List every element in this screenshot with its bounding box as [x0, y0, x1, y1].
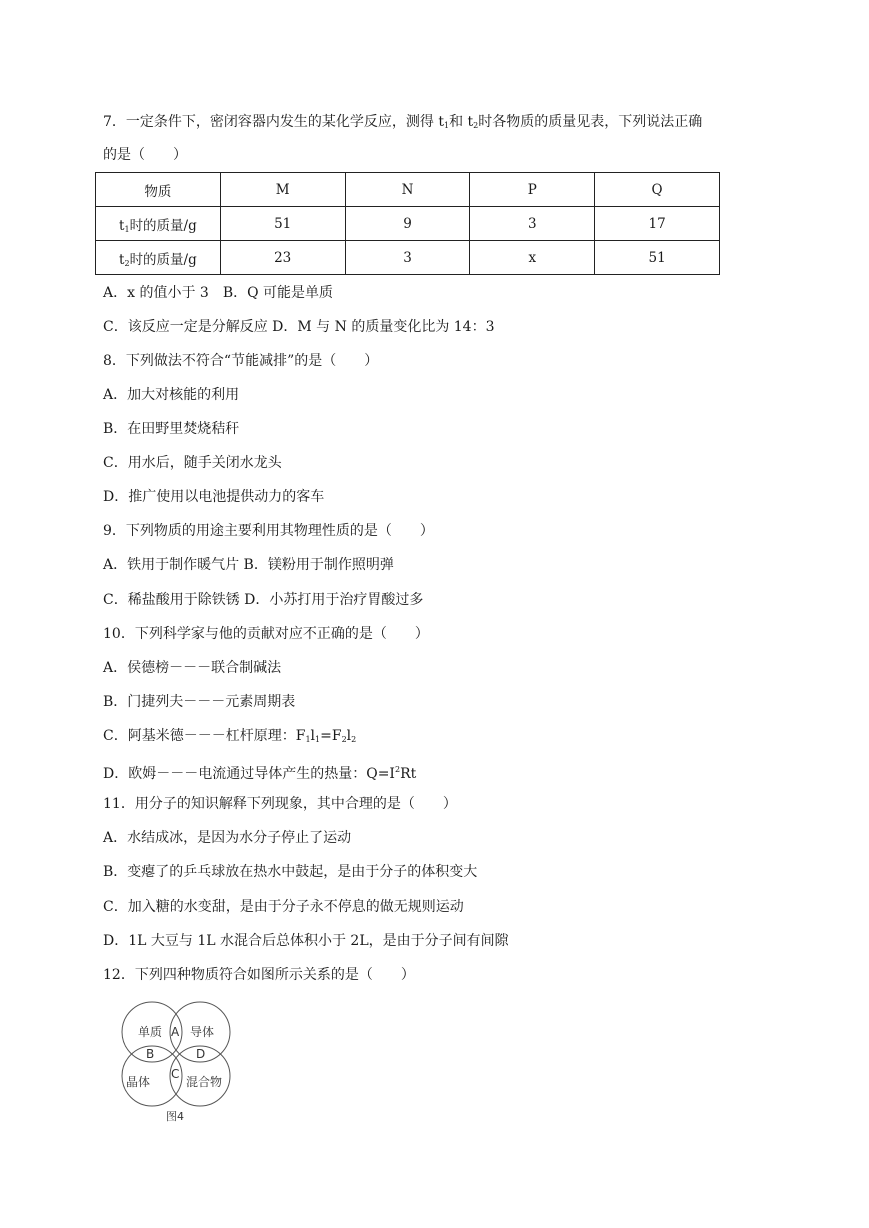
q8-option-d: D．推广使用以电池提供动力的客车	[103, 489, 325, 505]
table-cell: 3	[470, 207, 595, 241]
venn-region-a: A	[171, 1025, 180, 1039]
table-cell: 9	[345, 207, 470, 241]
q9-stem: 9．下列物质的用途主要利用其物理性质的是（ ）	[103, 523, 434, 539]
table-cell: 51	[220, 207, 345, 241]
q8-stem: 8．下列做法不符合“节能减排”的是（ ）	[103, 353, 379, 369]
q12-stem: 12．下列四种物质符合如图所示关系的是（ ）	[103, 967, 415, 983]
table-header-row	[96, 173, 720, 207]
q11-option-d: D．1L 大豆与 1L 水混合后总体积小于 2L，是由于分子间有间隙	[103, 933, 509, 949]
table-cell: x	[470, 241, 595, 275]
table-cell: 3	[345, 241, 470, 275]
q7-options-cd: C．该反应一定是分解反应 D．M 与 N 的质量变化比为 14：3	[103, 319, 495, 335]
q10-option-c: C．阿基米德－－－杠杆原理：$F_1l_1=F_2l_2$	[103, 728, 357, 744]
table-header-cell: 物质	[96, 173, 221, 207]
table-row	[96, 207, 720, 241]
q8-option-c: C．用水后，随手关闭水龙头	[103, 455, 282, 471]
q7-stem-line2: 的是（ ）	[103, 147, 187, 163]
q9-options-cd: C．稀盐酸用于除铁锈 D．小苏打用于治疗胃酸过多	[103, 592, 424, 608]
q11-option-a: A．水结成冰，是因为水分子停止了运动	[103, 830, 352, 846]
table-cell: 17	[595, 207, 720, 241]
table-cell: 23	[220, 241, 345, 275]
q11-option-b: B．变瘪了的乒乓球放在热水中鼓起，是由于分子的体积变大	[103, 864, 478, 880]
q10-option-b: B．门捷列夫－－－元素周期表	[103, 694, 296, 710]
table-header-cell: N	[345, 173, 470, 207]
q8-option-a: A．加大对核能的利用	[103, 387, 240, 403]
q10-option-a: A．侯德榜－－－联合制碱法	[103, 660, 282, 676]
venn-region-d: D	[196, 1047, 206, 1061]
table-header-cell: P	[470, 173, 595, 207]
q10-stem: 10．下列科学家与他的贡献对应不正确的是（ ）	[103, 626, 429, 642]
row-label: $t_1$时的质量/g	[96, 207, 221, 241]
venn-label-conductor: 导体	[190, 1025, 215, 1039]
venn-label-elemental: 单质	[138, 1025, 163, 1039]
q11-option-c: C．加入糖的水变甜，是由于分子永不停息的做无规则运动	[103, 899, 464, 915]
q11-stem: 11．用分子的知识解释下列现象，其中合理的是（ ）	[103, 796, 457, 812]
venn-label-mixture: 混合物	[186, 1075, 223, 1089]
table-header-cell: M	[220, 173, 345, 207]
venn-label-crystal: 晶体	[126, 1075, 151, 1089]
q8-option-b: B．在田野里焚烧秸秆	[103, 421, 240, 437]
figure-caption: 图4	[166, 1110, 184, 1123]
table-cell: 51	[595, 241, 720, 275]
venn-diagram	[110, 998, 240, 1128]
row-label: $t_2$时的质量/g	[96, 241, 221, 275]
q7-options-ab: A．x 的值小于 3 B．Q 可能是单质	[103, 285, 334, 301]
table-row	[96, 241, 720, 275]
mass-table	[95, 172, 720, 275]
venn-region-c: C	[171, 1067, 180, 1081]
q7-stem-line1: 7．一定条件下，密闭容器内发生的某化学反应，测得 $t_1$和 $t_2$时各物质的质量见表，下列说法正确	[103, 114, 703, 130]
q10-option-d: D．欧姆－－－电流通过导体产生的热量：$Q=I^2Rt$	[103, 765, 417, 782]
venn-region-b: B	[146, 1047, 155, 1061]
q9-options-ab: A．铁用于制作暖气片 B．镁粉用于制作照明弹	[103, 557, 394, 573]
table-header-cell: Q	[595, 173, 720, 207]
